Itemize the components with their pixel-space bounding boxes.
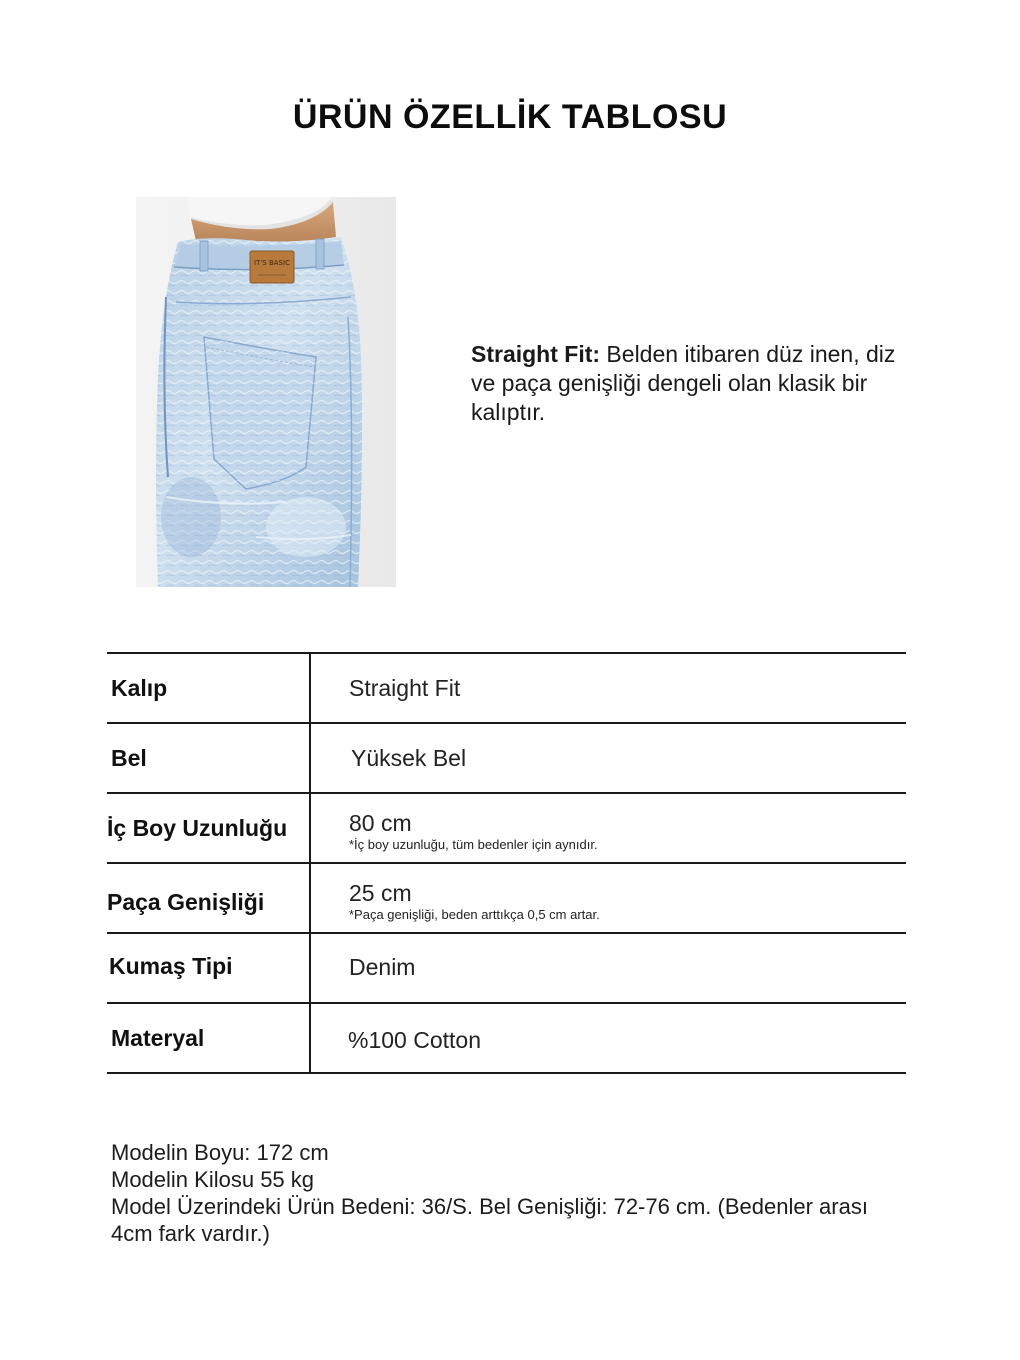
fit-description: [471, 340, 911, 427]
spec-value: [351, 724, 466, 792]
spec-row-materyal: [107, 1004, 906, 1074]
spec-value-note: *İç boy uzunluğu, tüm bedenler için aynıdır.: [349, 837, 598, 852]
svg-text:IT'S BASIC: IT'S BASIC: [254, 259, 290, 267]
spec-value-main: 80 cm: [349, 810, 412, 836]
spec-label: Paça Genişliği: [107, 888, 265, 915]
spec-value: [349, 794, 598, 862]
spec-value: [349, 654, 460, 722]
spec-label: Bel: [111, 744, 147, 771]
page-title: ÜRÜN ÖZELLİK TABLOSU: [292, 98, 728, 136]
spec-value-main: Straight Fit: [349, 675, 461, 701]
spec-value: [348, 1006, 481, 1074]
jeans-back-photo-icon: [136, 197, 396, 587]
spec-table: [107, 652, 906, 1074]
spec-row-paca: [107, 864, 906, 934]
model-weight: Modelin Kilosu 55 kg: [111, 1167, 315, 1192]
product-photo: [136, 197, 396, 587]
model-size: Model Üzerindeki Ürün Bedeni: 36/S. Bel Genişliği: 72-76 cm. (Bedenler arası 4cm fark vardır.): [111, 1194, 868, 1246]
spec-row-ic-boy: [107, 794, 906, 864]
spec-row-kalip: [107, 654, 906, 724]
spec-label: İç Boy Uzunluğu: [107, 814, 288, 841]
fit-term: Straight Fit:: [471, 341, 601, 367]
spec-value: [349, 864, 600, 932]
spec-value: [349, 933, 415, 1001]
spec-value-main: 25 cm: [349, 880, 412, 906]
spec-label: Kalıp: [111, 674, 168, 701]
model-height: Modelin Boyu: 172 cm: [111, 1140, 329, 1165]
model-info: [111, 1139, 911, 1247]
spec-row-bel: [107, 724, 906, 794]
spec-value-main: Denim: [349, 954, 416, 980]
fit-text: Belden itibaren düz inen, diz ve paça genişliği dengeli olan klasik bir kalıptır.: [471, 341, 896, 425]
spec-label: Materyal: [111, 1024, 205, 1051]
spec-row-kumas: [107, 934, 906, 1004]
spec-label: Kumaş Tipi: [109, 952, 233, 979]
spec-value-main: %100 Cotton: [348, 1027, 481, 1053]
spec-value-note: *Paça genişliği, beden arttıkça 0,5 cm artar.: [349, 907, 600, 922]
spec-value-main: Yüksek Bel: [351, 745, 467, 771]
